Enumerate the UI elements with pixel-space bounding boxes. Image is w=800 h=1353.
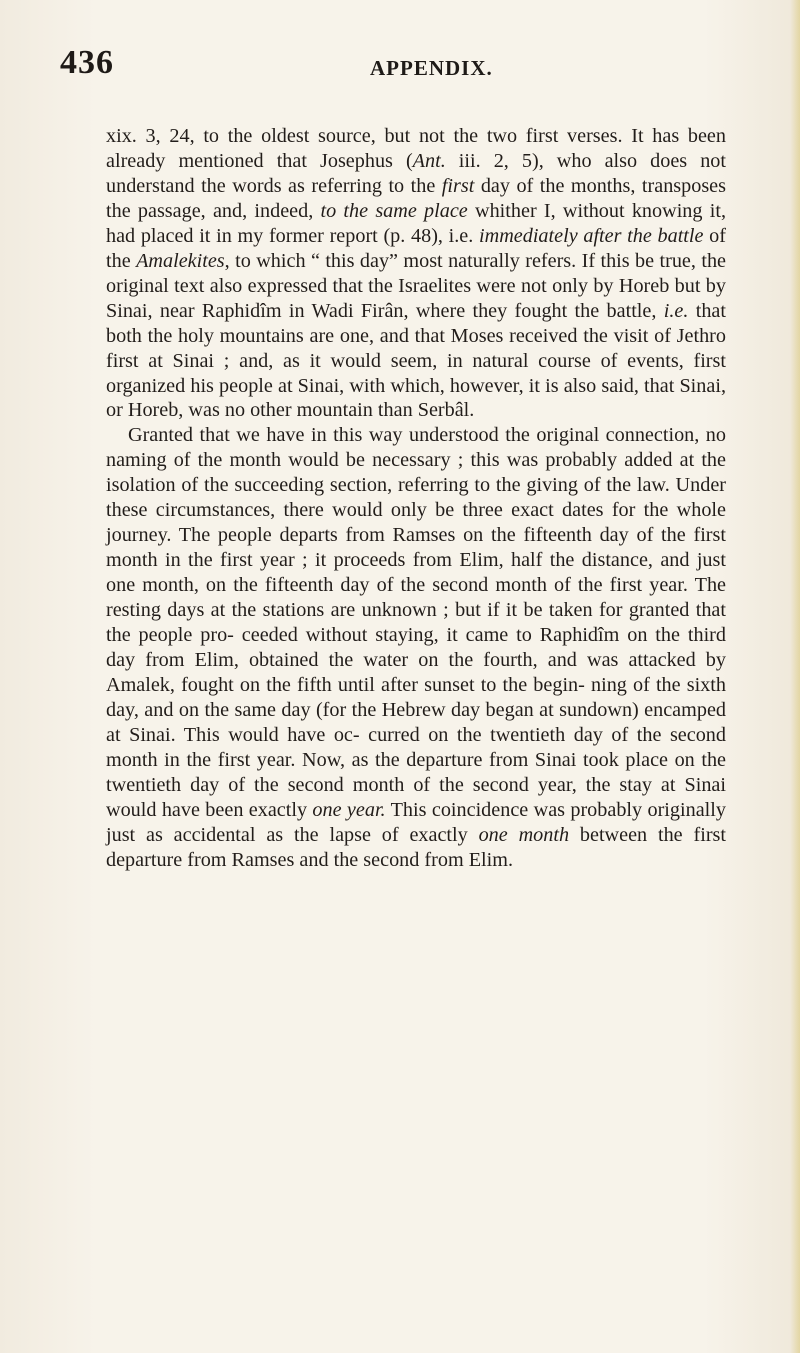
- text-run: between the first departure from Ramses and the second from Elim.: [106, 823, 727, 871]
- text-run: of the: [106, 224, 726, 272]
- text-run: day of the months, transposes the passage, and, indeed,: [106, 174, 727, 222]
- italic-run: i.e.: [663, 299, 689, 322]
- italic-run: one month: [478, 823, 570, 846]
- text-run: Granted that we have in this way understood the original connection, no naming of the month would be necessary ; this was probably added at the isolation of the succeeding section, referring to the giving of the law. Under these circumstances, there would only be three exact dates for the whole journey. The people departs from Ramses on the fifteenth day of the first month in the first year ; it proceeds from Elim, half the distance, and just one month, on the fifteenth day of the second month of the first year. The resting days at the stations are unknown ; but if it be taken for granted that the people pro- ceeded without staying, it came to Raphidîm on the third day from Elim, obtained the water on the fourth, and was attacked by Amalek, fought on the fifth until after sunset to the begin- ning of the sixth day, and on the same day (for the Hebrew day began at sundown) encamped at Sinai. This would have oc- curred on the twentieth day of the second month in the first year. Now, as the departure from Sinai took place on the twentieth day of the second month of the second year, the stay at Sinai would have been exactly: [106, 424, 726, 821]
- italic-run: to the same place: [320, 199, 468, 222]
- text-run: that both the holy mountains are one, and that Moses received the visit of Jethro first at Sinai ; and, as it would seem, in natural course of events, first organized his people at Sinai, with which, however, it is also said, that Sinai, or Horeb, was no other mountain than Serbâl.: [106, 299, 726, 422]
- italic-run: Amalekites: [136, 249, 225, 272]
- text-run: iii. 2, 5), who also does not understand the words as referring to the: [106, 149, 726, 197]
- text-run: xix. 3, 24, to the oldest source, but not the two first verses. It has been already mentioned that Josephus (: [106, 125, 726, 172]
- page-number: 436: [60, 44, 114, 81]
- italic-run: first: [441, 174, 475, 197]
- italic-run: one year.: [312, 798, 386, 821]
- text-run: , to which “ this day” most naturally refers. If this be true, the original text also expressed that the Israelites were not only by Horeb but by Sinai, near Raphidîm in Wadi Firân, where they fought the battle,: [106, 249, 726, 322]
- running-head: [60, 44, 740, 94]
- text-run: whither I, without knowing it, had placed it in my former report (p. 48), i.e.: [106, 199, 726, 247]
- italic-run: Ant.: [412, 149, 446, 172]
- page-edge: [790, 0, 800, 1353]
- italic-run: immediately after the battle: [479, 224, 704, 247]
- paragraph-1: [106, 124, 726, 423]
- body-text: [106, 124, 726, 873]
- section-title: APPENDIX.: [370, 56, 493, 80]
- text-run: This coincidence was probably originally just as accidental as the lapse of exactly: [106, 798, 726, 846]
- paragraph-2: [106, 423, 726, 872]
